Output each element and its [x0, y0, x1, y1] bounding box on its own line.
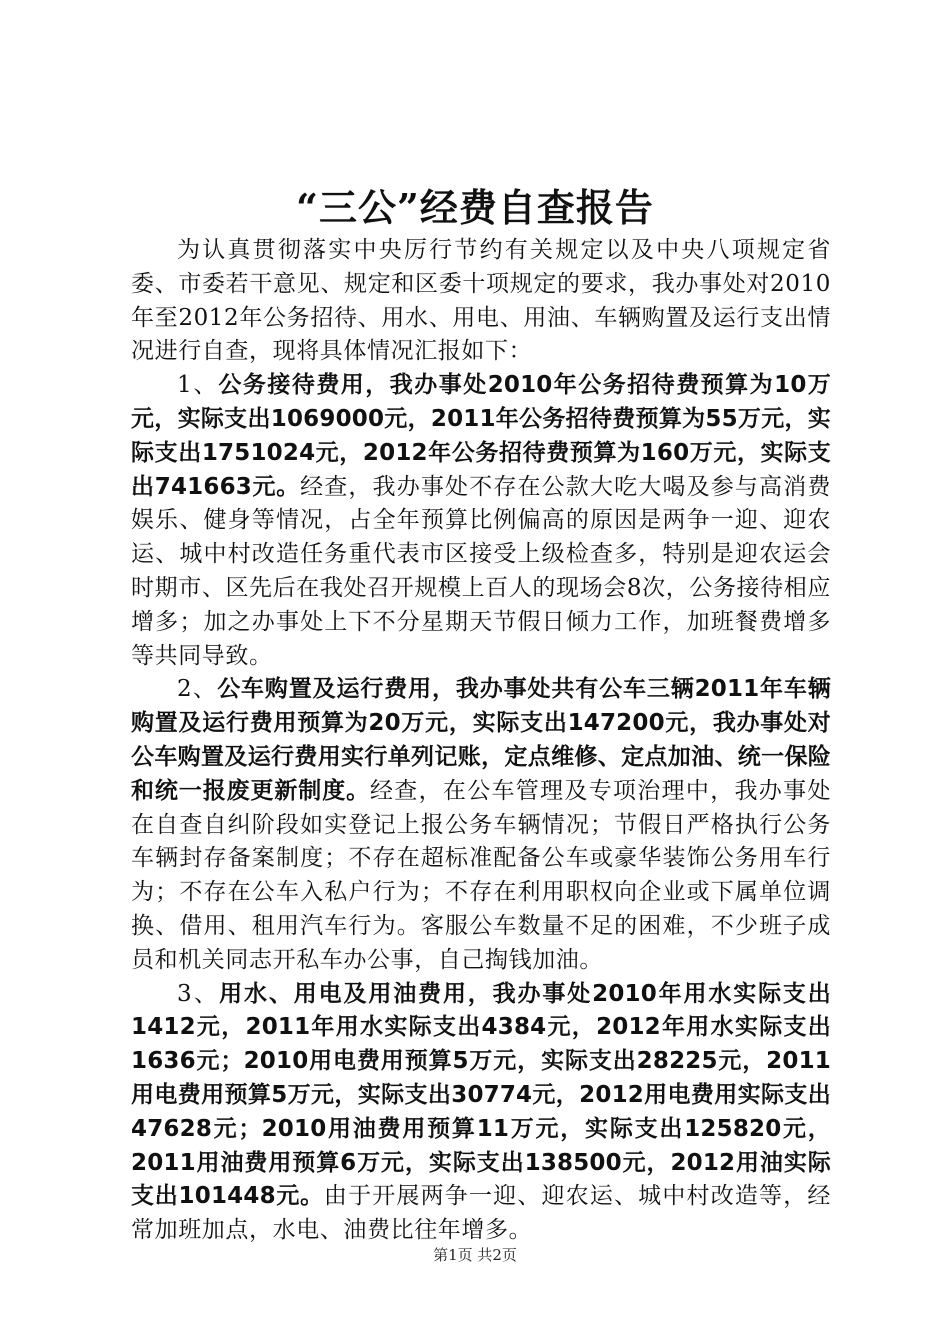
section-3-body: 由于开展两争一迎、迎农运、城中村改造等，经常加班加点，水电、油费比往年增多。 [131, 1183, 831, 1244]
document-title: “三公”经费自查报告 [296, 185, 654, 230]
section-1-paragraph [131, 369, 831, 673]
section-3-number: 3、 [177, 980, 220, 1007]
section-2-paragraph [131, 673, 831, 977]
section-1-body: 经查，我办事处不存在公款大吃大喝及参与高消费娱乐、健身等情况，占全年预算比例偏高的原因是两争一迎、迎农运、城中村改造任务重代表市区接受上级检查多，特别是迎农运会时期市、区先后在我处召开规模上百人的现场会8次，公务接待相应增多；加之办事处上下不分星期天节假日倾力工作，加班餐费增多等共同导致。 [131, 473, 831, 669]
section-1-number: 1、 [177, 372, 219, 399]
document-body [131, 234, 831, 1248]
section-2-body: 经查，在公车管理及专项治理中，我办事处在自查自纠阶段如实登记上报公务车辆情况；节假日严格执行公务车辆封存备案制度；不存在超标准配备公车或豪华装饰公务用车行为；不存在公车入私户行为；不存在利用职权向企业或下属单位调换、借用、租用汽车行为。客服公车数量不足的困难，不少班子成员和机关同志开私车办公事，自己掏钱加油。 [131, 777, 831, 973]
section-3-highlight: 用水、用电及用油费用，我办事处2010年用水实际支出1412元，2011年用水实际支出4384元，2012年用水实际支出1636元；2010用电费用预算5万元，实际支出28225元，2011用电费用预算5万元，实际支出30774元，2012用电费用实际支出47628元；2010用油费用预算11万元，实际支出125820元，2011用油费用预算6万元，实际支出138500元，2012用油实际支出101448元。 [131, 980, 831, 1210]
section-1-highlight: 公务接待费用，我办事处2010年公务招待费预算为10万元，实际支出1069000元，2011年公务招待费预算为55万元，实际支出1751024元，2012年公务招待费预算为160万元，实际支出741663元。 [131, 372, 831, 500]
intro-paragraph: 为认真贯彻落实中央厉行节约有关规定以及中央八项规定省委、市委若干意见、规定和区委十项规定的要求，我办事处对2010年至2012年公务招待、用水、用电、用油、车辆购置及运行支出情况进行自查，现将具体情况汇报如下： [131, 237, 831, 365]
section-3-paragraph [131, 978, 831, 1248]
page-footer: 第1页 共2页 [433, 1246, 517, 1264]
section-2-number: 2、 [177, 676, 218, 703]
section-2-highlight: 公车购置及运行费用，我办事处共有公车三辆2011年车辆购置及运行费用预算为20万元，实际支出147200元，我办事处对公车购置及运行费用实行单列记账，定点维修、定点加油、统一保险和统一报废更新制度。 [131, 676, 831, 804]
